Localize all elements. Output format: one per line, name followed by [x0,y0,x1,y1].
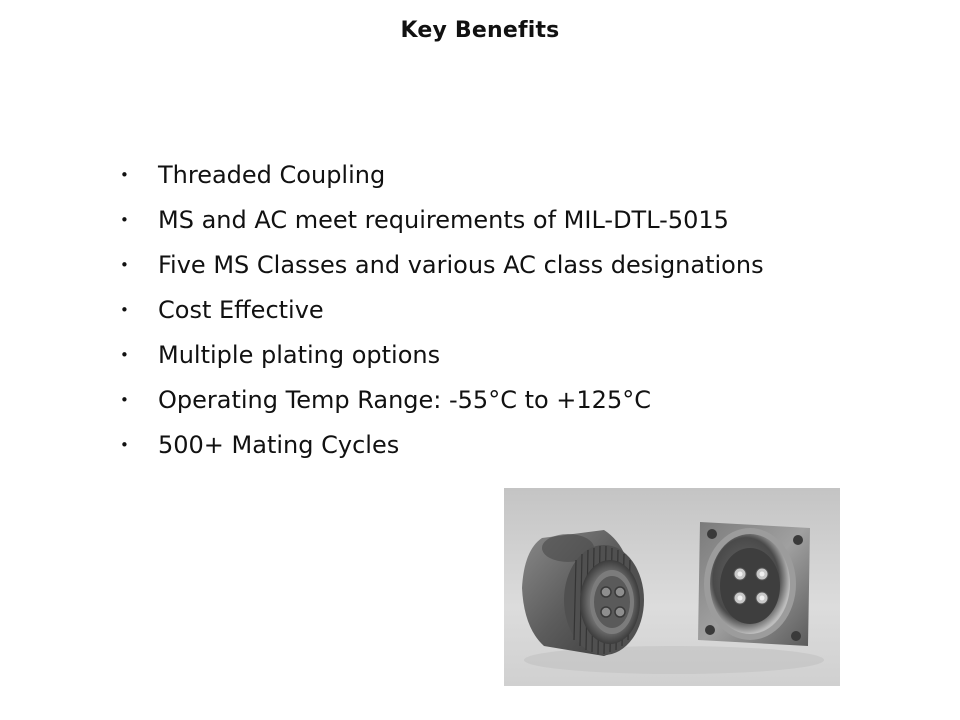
connector-photo-icon [504,488,840,686]
bullet-icon: • [120,300,129,319]
bullet-icon: • [120,210,129,229]
list-item [120,197,920,242]
list-item [120,332,920,377]
connector-photo [504,488,840,686]
list-item [120,242,920,287]
bullet-text: Cost Effective [158,295,324,324]
bullet-icon: • [120,165,129,184]
slide-title: Key Benefits [400,18,560,43]
bullet-icon: • [120,255,129,274]
bullet-icon: • [120,390,129,409]
bullet-text: Multiple plating options [158,340,441,369]
list-item [120,152,920,197]
bullet-icon: • [120,435,129,454]
bullet-text: Threaded Coupling [158,160,386,189]
list-item [120,377,920,422]
bullet-text: MS and AC meet requirements of MIL-DTL-5015 [158,205,729,234]
bullet-list [120,152,920,467]
bullet-text: Operating Temp Range: -55°C to +125°C [158,385,651,414]
bullet-icon: • [120,345,129,364]
bullet-text: 500+ Mating Cycles [158,430,400,459]
list-item [120,287,920,332]
list-item [120,422,920,467]
bullet-text: Five MS Classes and various AC class designations [158,250,764,279]
